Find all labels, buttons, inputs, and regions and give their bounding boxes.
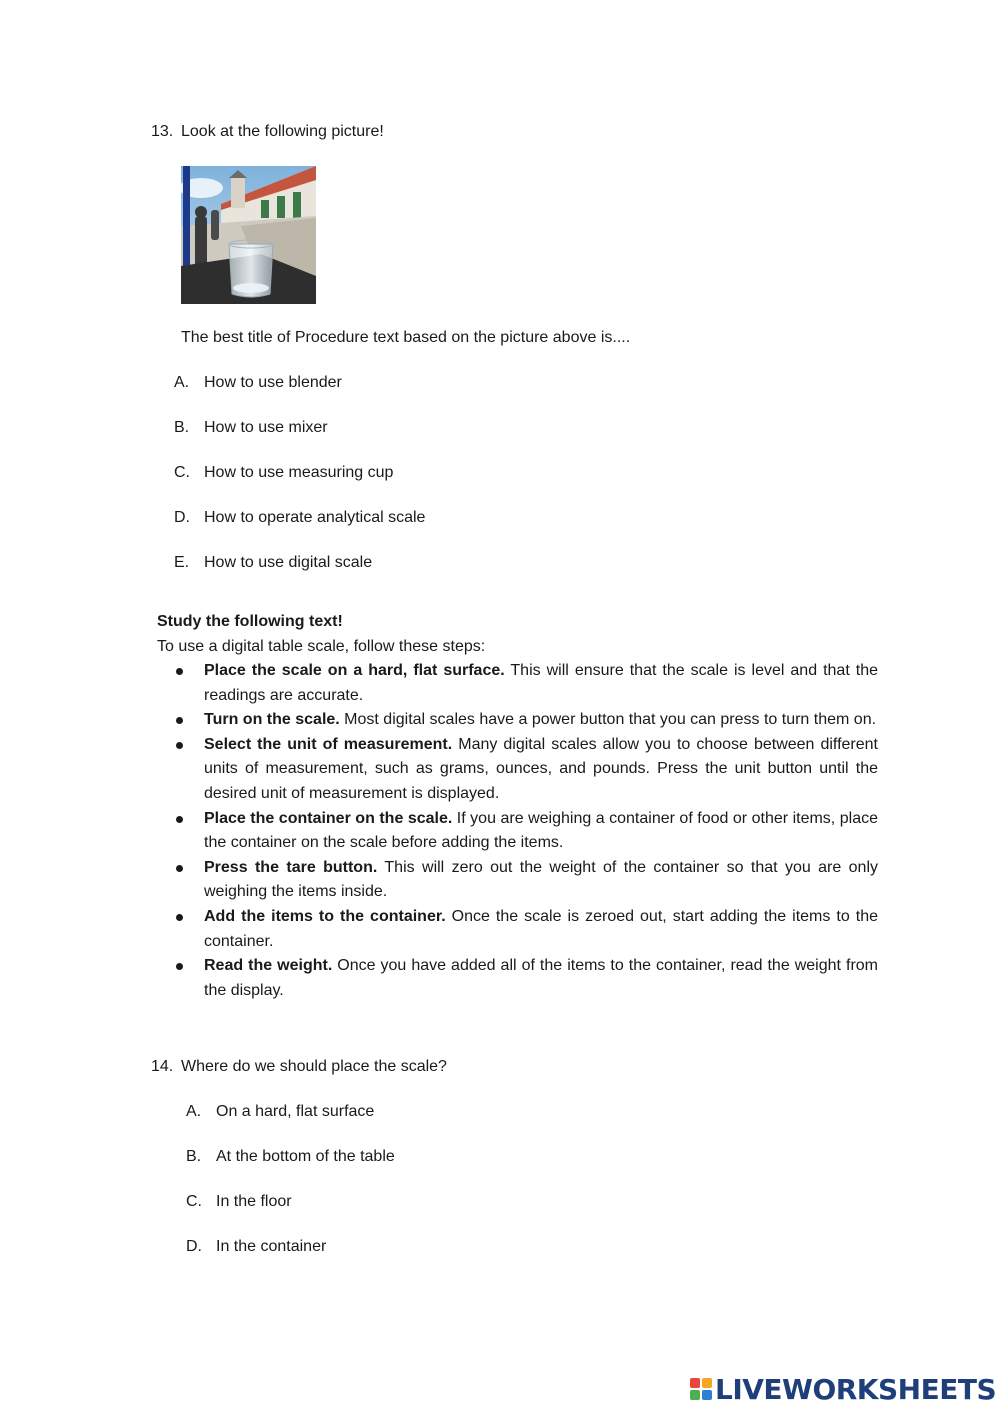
option-letter: D. [186,1238,202,1255]
question-13-number: 13. [151,123,174,140]
logo-tiles-icon [690,1378,712,1400]
logo-tile [702,1378,712,1388]
q14-option-c[interactable] [186,1192,292,1212]
option-text: On a hard, flat surface [216,1103,375,1120]
q13-option-d[interactable] [174,508,425,528]
option-letter: A. [174,374,190,391]
question-14-number: 14. [151,1058,174,1075]
option-letter: C. [174,464,190,481]
step-text: This will ensure that the scale is level and that the readings are accurate. [204,662,879,704]
q13-option-e[interactable] [174,553,372,573]
step-item [204,905,878,954]
option-letter: B. [174,419,190,436]
option-text: How to use blender [204,374,342,391]
step-item [204,856,878,905]
q14-option-a[interactable] [186,1102,374,1122]
step-title: Place the container on the scale. [204,809,453,827]
option-text: How to operate analytical scale [204,509,426,526]
q13-option-c[interactable] [174,463,393,483]
steps-list [204,659,878,1003]
q13-option-a[interactable] [174,373,342,393]
logo-tile [702,1390,712,1400]
option-letter: B. [186,1148,202,1165]
bullet-icon [176,717,183,724]
q14-option-d[interactable] [186,1237,326,1257]
step-text: This will zero out the weight of the container so that you are only weighing the items inside. [204,858,879,901]
step-item [204,954,878,1003]
logo-tile [690,1390,700,1400]
step-item [204,733,878,807]
bullet-icon [176,963,183,970]
logo-tile [690,1378,700,1388]
step-title: Read the weight. [204,957,333,975]
question-13-picture [181,166,316,304]
option-text: In the container [216,1238,327,1255]
step-text: Many digital scales allow you to choose between different units of measurement, such as grams, ounces, and pounds. Press the unit button until the desired unit of measurement is displayed. [204,735,879,802]
reading-heading: Study the following text! [157,613,343,630]
measuring-glass-photo [181,166,316,304]
step-text: Once you have added all of the items to the container, read the weight from the display. [204,957,878,999]
step-text: Most digital scales have a power button that you can press to turn them on. [339,711,877,729]
step-title: Press the tare button. [204,858,378,876]
option-letter: D. [174,509,190,526]
question-13-prompt: The best title of Procedure text based on the picture above is.... [181,329,631,346]
option-letter: A. [186,1103,202,1120]
option-text: At the bottom of the table [216,1148,395,1165]
q13-option-b[interactable] [174,418,328,438]
liveworksheets-logo [690,1374,996,1404]
step-text: Once the scale is zeroed out, start adding the items to the container. [204,907,878,950]
bullet-icon [176,865,183,872]
bullet-icon [176,742,183,749]
step-text: If you are weighing a container of food or other items, place the container on the scale before adding the items. [204,809,878,852]
option-text: How to use mixer [204,419,328,436]
bullet-icon [176,668,183,675]
step-item [204,708,878,733]
step-item [204,807,878,856]
option-text: How to use measuring cup [204,464,394,481]
option-letter: C. [186,1193,202,1210]
bullet-icon [176,816,183,823]
question-14-text: Where do we should place the scale? [181,1058,447,1075]
step-item [204,659,878,708]
bullet-icon [176,914,183,921]
question-13-text: Look at the following picture! [181,123,384,140]
option-text: How to use digital scale [204,554,373,571]
option-letter: E. [174,554,190,571]
reading-intro: To use a digital table scale, follow these steps: [157,638,486,655]
option-text: In the floor [216,1193,292,1210]
step-title: Turn on the scale. [204,711,340,729]
step-title: Add the items to the container. [204,907,446,925]
q14-option-b[interactable] [186,1147,395,1167]
logo-text: LIVEWORKSHEETS [715,1372,997,1406]
step-title: Select the unit of measurement. [204,735,453,753]
step-title: Place the scale on a hard, flat surface. [204,662,505,679]
